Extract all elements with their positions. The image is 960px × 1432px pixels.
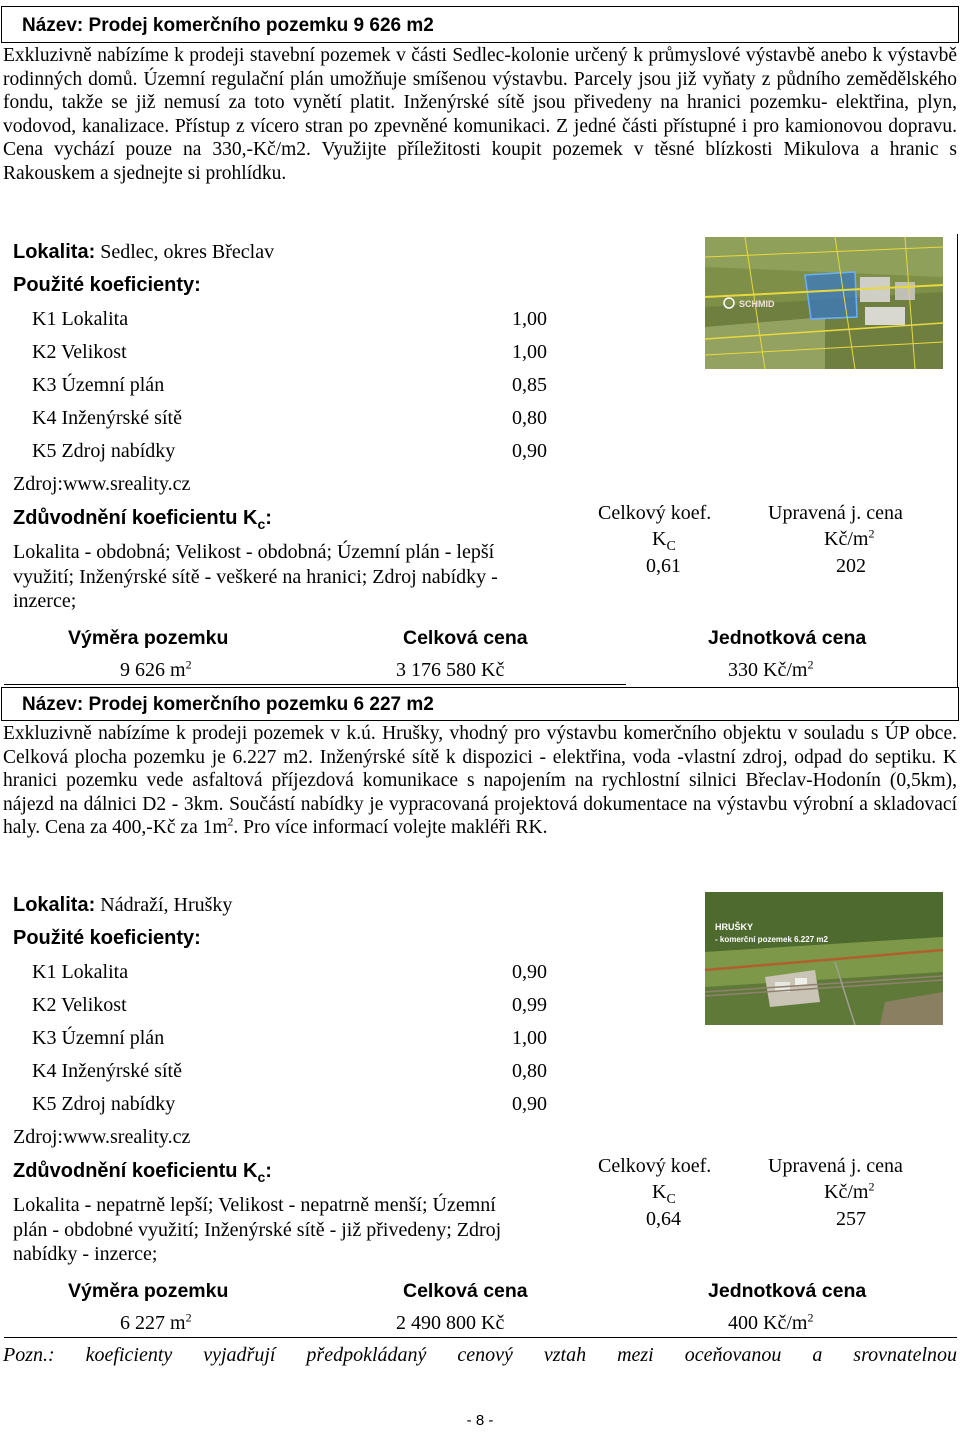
listing2-adjusted-unit: $Kč/m^2$	[824, 1179, 875, 1203]
listing2-coef-k3-value: 1,00	[512, 1027, 547, 1049]
listing2-total-coef-symbol: $K_C$	[652, 1181, 676, 1207]
listing1-coef-k3-value: 0,85	[512, 374, 547, 396]
listing1-adjusted-label: Upravená j. cena	[768, 502, 903, 524]
listing2-area-value: 6 227 $m^2$	[120, 1310, 192, 1334]
listing2-locality	[13, 893, 232, 917]
listing2-total-price-value: 2 490 800 Kč	[396, 1312, 505, 1334]
listing1-locality	[13, 240, 274, 264]
listing2-unit-price-value: 400 $Kč/m^2$	[728, 1310, 814, 1334]
listing2-coef-k1-name: K1 Lokalita	[32, 961, 129, 983]
listing1-source: Zdroj:www.sreality.cz	[13, 473, 191, 495]
listing1-area-value: 9 626 $m^2$	[120, 657, 192, 681]
listing2-locality-label: Lokalita:	[13, 894, 96, 916]
listing2-total-price-label: Celková cena	[403, 1280, 528, 1302]
listing2-table-underline	[4, 1337, 957, 1338]
listing2-source: Zdroj:www.sreality.cz	[13, 1126, 191, 1148]
listing2-coef-k1-value: 0,90	[512, 961, 547, 983]
listing1-aerial-photo	[705, 237, 943, 369]
listing1-title-box	[1, 6, 959, 43]
listing2-total-coef-value: 0,64	[646, 1208, 681, 1230]
listing2-title: Název: Prodej komerčního pozemku 6 227 m2	[22, 694, 434, 715]
note: Pozn.: koeficienty vyjadřují předpokládaný cenový vztah mezi oceňovanou a srovnatelnou	[3, 1344, 957, 1366]
listing2-justification-label: Zdůvodnění koeficientu $K_c$:	[13, 1160, 272, 1185]
svg-text:HRUŠKY: HRUŠKY	[715, 922, 754, 932]
listing2-area-label: Výměra pozemku	[68, 1280, 229, 1302]
listing1-coef-k2-name: K2 Velikost	[32, 341, 127, 363]
listing2-justification-text: Lokalita - nepatrně lepší; Velikost - nepatrně menší; Územní plán - obdobné využití; Inženýrské sítě - již přivedeny; Zdroj nabídky - inzerce;	[13, 1194, 502, 1265]
listing2-locality-value: Nádraží, Hrušky	[100, 894, 233, 916]
listing1-table-vline	[957, 234, 958, 687]
listing2-coef-k2-value: 0,99	[512, 994, 547, 1016]
listing1-total-price-value: 3 176 580 Kč	[396, 659, 505, 681]
listing1-total-coef-value: 0,61	[646, 555, 681, 577]
listing1-total-coef-symbol: $K_C$	[652, 528, 676, 554]
listing1-description: Exkluzivně nabízíme k prodeji stavební pozemek v části Sedlec-kolonie určený k průmyslové výstavbě anebo k výstavbě rodinných domů. Územní regulační plán umožňuje smíšenou výstavbu. Parcely jsou již vyňaty z půdního zemědělského fondu, takže se již nemusí za toto vynětí platit. Inženýrské sítě jsou přivedeny na hranici pozemku- elektřina, plyn, vodovod, kanalizace. Přístup z vícero stran po zpevněné komunikaci. Z jedné části přístupné i pro kamionovou dopravu. Cena vychází pouze na 330,-Kč/m2. Využijte příležitosti koupit pozemek v těsné blízkosti Mikulova a hranic s Rakouskem a sjednejte si prohlídku.	[3, 45, 957, 184]
listing1-justification-label: Zdůvodnění koeficientu $K_c$:	[13, 507, 272, 532]
listing1-coef-k1-value: 1,00	[512, 308, 547, 330]
listing2-title-box	[1, 687, 959, 721]
listing1-adjusted-value: 202	[836, 555, 866, 577]
svg-text:- komerční pozemek 6.227 m2: - komerční pozemek 6.227 m2	[715, 935, 828, 944]
listing2-unit-price-label: Jednotková cena	[708, 1280, 867, 1302]
listing1-aerial-photo-svg	[705, 237, 943, 369]
listing1-coef-k5-name: K5 Zdroj nabídky	[32, 440, 176, 462]
listing1-total-coef-label: Celkový koef.	[598, 502, 712, 524]
listing2-aerial-photo-svg	[705, 892, 943, 1025]
listing2-coef-k3-name: K3 Územní plán	[32, 1027, 165, 1049]
listing2-adjusted-value: 257	[836, 1208, 866, 1230]
listing1-unit-price-label: Jednotková cena	[708, 627, 867, 649]
listing2-aerial-photo	[705, 892, 943, 1025]
page-number: - 8 -	[466, 1412, 494, 1429]
listing1-coef-k2-value: 1,00	[512, 341, 547, 363]
listing1-adjusted-unit: $Kč/m^2$	[824, 526, 875, 550]
listing2-coef-k5-name: K5 Zdroj nabídky	[32, 1093, 176, 1115]
listing2-coef-k4-name: K4 Inženýrské sítě	[32, 1060, 182, 1082]
listing1-table-underline	[4, 684, 626, 685]
listing1-coef-k1-name: K1 Lokalita	[32, 308, 129, 330]
listing1-area-label: Výměra pozemku	[68, 627, 229, 649]
listing2-total-coef-label: Celkový koef.	[598, 1155, 712, 1177]
listing1-total-price-label: Celková cena	[403, 627, 528, 649]
listing2-coef-k2-name: K2 Velikost	[32, 994, 127, 1016]
listing1-locality-label: Lokalita:	[13, 241, 96, 263]
listing2-coef-heading: Použité koeficienty:	[13, 927, 201, 949]
listing2-description: Exkluzivně nabízíme k prodeji pozemek v k.ú. Hrušky, vhodný pro výstavbu komerčního objektu v souladu s ÚP obce. Celková plocha pozemku je 6.227 m2. Inženýrské sítě k dispozici - elektřina, voda -vlastní zdroj, odpad do septiku. K hranici pozemku vede asfaltová příjezdová komunikace s napojením na rychlostní silnici Břeclav-Hodonín (0,5km), nájezd na dálnici D2 - 3km. Součástí nabídky je vypracovaná projektová dokumentace na výstavbu výrobní a skladovací haly. Cena za 400,-Kč za $1m^2$. Pro více informací volejte makléři RK.	[3, 723, 957, 838]
listing1-locality-value: Sedlec, okres Břeclav	[100, 241, 275, 263]
svg-text:SCHMID: SCHMID	[739, 299, 775, 309]
listing2-adjusted-label: Upravená j. cena	[768, 1155, 903, 1177]
listing1-coef-k4-value: 0,80	[512, 407, 547, 429]
listing1-coef-k5-value: 0,90	[512, 440, 547, 462]
listing1-coef-k3-name: K3 Územní plán	[32, 374, 165, 396]
listing1-title: Název: Prodej komerčního pozemku 9 626 m2	[22, 15, 434, 36]
listing2-coef-k5-value: 0,90	[512, 1093, 547, 1115]
listing1-coef-heading: Použité koeficienty:	[13, 274, 201, 296]
listing1-coef-k4-name: K4 Inženýrské sítě	[32, 407, 182, 429]
listing2-coef-k4-value: 0,80	[512, 1060, 547, 1082]
listing1-unit-price-value: 330 $Kč/m^2$	[728, 657, 814, 681]
listing1-justification-text: Lokalita - obdobná; Velikost - obdobná; Územní plán - lepší využití; Inženýrské sítě - veškeré na hranici; Zdroj nabídky - inzerce;	[13, 541, 498, 612]
